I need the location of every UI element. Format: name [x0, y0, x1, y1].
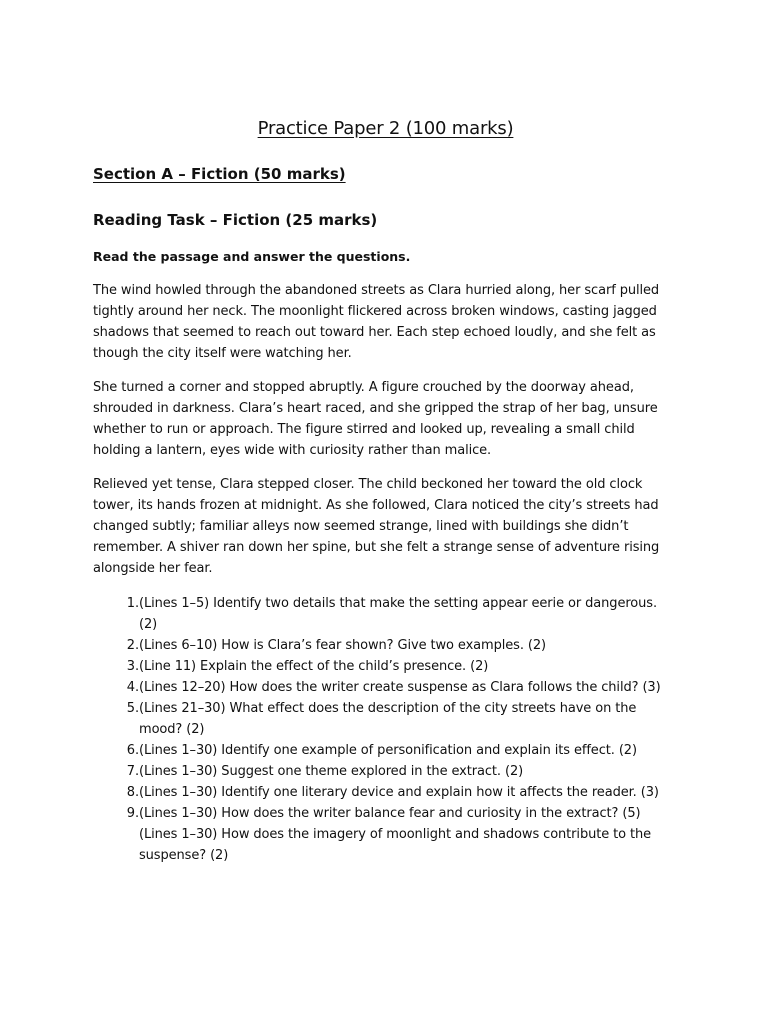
- question-number: 4.: [126, 680, 139, 695]
- question-text: (Lines 1–5) Identify two details that make the setting appear eerie or dangerous. (2): [139, 596, 657, 632]
- question-number: 8.: [126, 785, 139, 800]
- question-text: (Lines 1–30) How does the imagery of moonlight and shadows contribute to the suspense? (2): [139, 827, 652, 863]
- paper-title: Practice Paper 2 (100 marks): [257, 118, 514, 139]
- question-text: (Line 11) Explain the effect of the child’s presence. (2): [139, 659, 489, 674]
- question-text: (Lines 1–30) Identify one example of personification and explain its effect. (2): [139, 743, 637, 758]
- question-list: [93, 593, 678, 866]
- question-text: (Lines 1–30) Suggest one theme explored in the extract. (2): [139, 764, 524, 779]
- task-heading: Reading Task – Fiction (25 marks): [93, 211, 378, 229]
- question-item: [93, 593, 678, 635]
- question-number: 2.: [126, 638, 139, 653]
- section-heading: Section A – Fiction (50 marks): [93, 165, 346, 183]
- question-item: [93, 782, 678, 803]
- question-number: 5.: [126, 701, 139, 716]
- question-number: 6.: [126, 743, 139, 758]
- question-number: 9.: [126, 806, 139, 821]
- question-item: [93, 824, 678, 866]
- question-number: [93, 824, 139, 866]
- question-number: 7.: [126, 764, 139, 779]
- question-text: (Lines 1–30) How does the writer balance fear and curiosity in the extract? (5): [139, 806, 641, 821]
- passage-paragraph-3: Relieved yet tense, Clara stepped closer. The child beckoned her toward the old clock tower, its hands frozen at midnight. As she followed, Clara noticed the city’s streets had changed subtly; familiar alleys now seemed strange, lined with buildings she didn’t remember. A shiver ran down her spine, but she felt a strange sense of adventure rising alongside her fear.: [93, 477, 660, 576]
- question-text: (Lines 6–10) How is Clara’s fear shown? Give two examples. (2): [139, 638, 547, 653]
- question-text: (Lines 1–30) Identify one literary device and explain how it affects the reader. (3): [139, 785, 659, 800]
- question-number: 1.: [126, 596, 139, 611]
- question-item: [93, 656, 678, 677]
- passage-paragraph-2: She turned a corner and stopped abruptly. A figure crouched by the doorway ahead, shrouded in darkness. Clara’s heart raced, and she gripped the strap of her bag, unsure whether to run or approach. The figure stirred and looked up, revealing a small child holding a lantern, eyes wide with curiosity rather than malice.: [93, 380, 658, 458]
- question-item: [93, 761, 678, 782]
- question-item: [93, 635, 678, 656]
- question-text: (Lines 21–30) What effect does the description of the city streets have on the mood? (2): [139, 701, 637, 737]
- question-item: [93, 677, 678, 698]
- question-item: [93, 698, 678, 740]
- question-item: [93, 740, 678, 761]
- question-text: (Lines 12–20) How does the writer create suspense as Clara follows the child? (3): [139, 680, 661, 695]
- passage-paragraph-1: The wind howled through the abandoned streets as Clara hurried along, her scarf pulled tightly around her neck. The moonlight flickered across broken windows, casting jagged shadows that seemed to reach out toward her. Each step echoed loudly, and she felt as though the city itself were watching her.: [93, 283, 660, 361]
- question-number: 3.: [126, 659, 139, 674]
- question-item: [93, 803, 678, 824]
- instruction-text: Read the passage and answer the questions.: [93, 249, 411, 264]
